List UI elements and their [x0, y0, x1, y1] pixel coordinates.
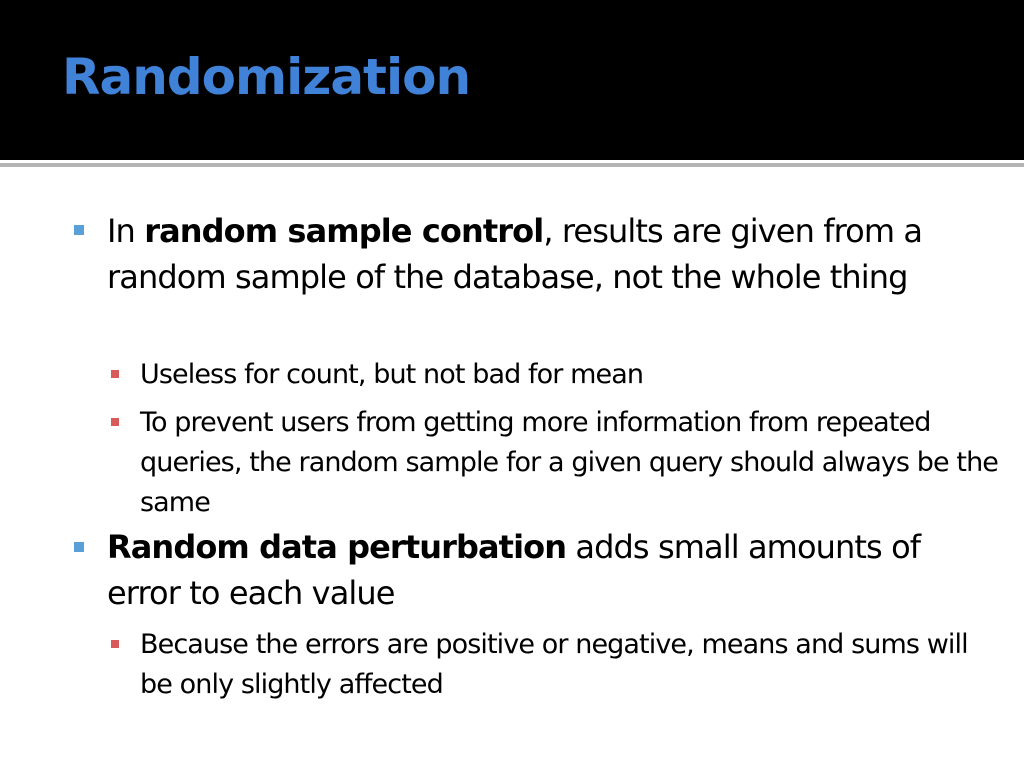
bullet-square-icon: [74, 542, 84, 552]
bullet-term: random sample control: [144, 212, 544, 250]
sub-bullet-square-icon: [111, 640, 119, 648]
sub-bullet-square-icon: [111, 370, 119, 378]
bullet-prefix: In: [107, 212, 145, 250]
bullet-text: adds small amounts of error to each value: [107, 528, 921, 612]
sub-bullet-repeated-queries: To prevent users from getting more information from repeated queries, the random sample for a given query should always be the same: [140, 407, 999, 518]
sub-bullet-errors: Because the errors are positive or negative, means and sums will be only slightly affected: [140, 629, 968, 700]
sub-bullet-count-mean: Useless for count, but not bad for mean: [140, 359, 644, 390]
bullet-square-icon: [74, 225, 84, 235]
bullet-text: , results are given from a random sample of the database, not the whole thing: [107, 212, 923, 296]
slide-title: Randomization: [62, 48, 471, 106]
bullet-term: Random data perturbation: [107, 528, 567, 566]
sub-bullet-square-icon: [111, 418, 119, 426]
bullet-random-sample-control: [107, 208, 977, 300]
bullet-random-data-perturbation: [107, 524, 977, 616]
